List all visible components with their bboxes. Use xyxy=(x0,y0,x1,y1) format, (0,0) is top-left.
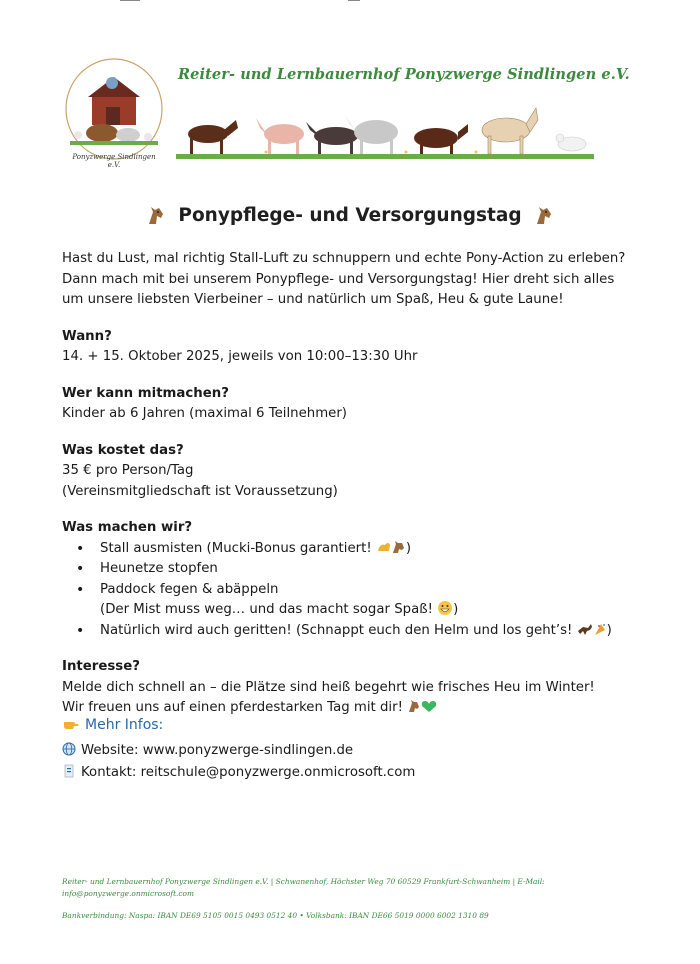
activities-list xyxy=(62,539,672,642)
intro-line: Hast du Lust, mal richtig Stall-Luft zu schnuppern und echte Pony-Action zu erleben? xyxy=(62,251,626,266)
pointing-hand-icon xyxy=(62,717,80,731)
list-item: • Natürlich wird auch geritten! (Schnappt euch den Helm und los geht’s! ) xyxy=(100,621,672,642)
website-row xyxy=(62,742,353,758)
footer-bank: Bankverbindung: Naspa: IBAN DE69 5105 0015 0493 0512 40 • Volksbank: IBAN DE66 5019 0000 6002 1310 89 xyxy=(62,911,489,920)
cost-heading: Was kostet das? xyxy=(62,442,184,458)
who-text: Kinder ab 6 Jahren (maximal 6 Teilnehmer) xyxy=(62,406,347,421)
racing-horse-icon xyxy=(577,621,607,637)
activities-heading: Was machen wir? xyxy=(62,520,193,535)
cost-price: 35 € pro Person/Tag xyxy=(62,463,194,478)
horse-head-icon xyxy=(145,204,167,226)
scan-mark xyxy=(120,0,140,1)
interest-heading: Interesse? xyxy=(62,659,140,674)
event-title-row xyxy=(0,204,700,226)
when-heading: Wann? xyxy=(62,328,112,344)
cost-note: (Vereinsmitgliedschaft ist Voraussetzung) xyxy=(62,483,338,499)
contact-text[interactable]: Kontakt: reitschule@ponyzwerge.onmicrosoft.com xyxy=(81,765,416,780)
horse-head-icon xyxy=(533,204,555,226)
organization-title: Reiter- und Lernbauernhof Ponyzwerge Sindlingen e.V. xyxy=(178,66,630,83)
contact-row xyxy=(62,764,415,780)
intro-line: um unsere liebsten Vierbeiner – und natürlich um Spaß, Heu & gute Laune! xyxy=(62,292,564,307)
green-heart-icon xyxy=(407,698,437,714)
email-icon xyxy=(62,764,76,778)
interest-text: Wir freuen uns auf einen pferdestarken Tag mit dir! xyxy=(62,698,672,719)
footer-address: Reiter- und Lernbauernhof Ponyzwerge Sindlingen e.V. | Schwanenhof, Höchster Weg 70 60529 Frankfurt-Schwanheim | E-Mail: info@ponyzwerge.onmicrosoft.com xyxy=(62,877,545,898)
list-item: • Stall ausmisten (Mucki-Bonus garantiert! ) xyxy=(100,539,672,560)
grinning-face-icon xyxy=(437,600,453,616)
intro-line: Dann mach mit bei unserem Ponypflege- und Versorgungstag! Hier dreht sich alles xyxy=(62,271,615,287)
more-info-heading: Mehr Infos: xyxy=(62,717,163,733)
club-logo xyxy=(62,55,166,167)
website-text[interactable]: Website: www.ponyzwerge-sindlingen.de xyxy=(81,743,354,758)
scan-mark xyxy=(348,0,360,1)
list-item-continuation: (Der Mist muss weg… und das macht sogar Spaß! ) xyxy=(100,602,459,617)
who-heading: Wer kann mitmachen? xyxy=(62,385,229,401)
flexed-biceps-icon xyxy=(376,539,406,555)
event-title: Ponypflege- und Versorgungstag xyxy=(178,204,522,226)
interest-text: Melde dich schnell an – die Plätze sind heiß begehrt wie frisches Heu im Winter! xyxy=(62,679,595,695)
globe-icon xyxy=(62,742,76,756)
list-item: • Heunetze stopfen xyxy=(100,559,672,580)
horse-banner-illustration xyxy=(176,100,594,166)
list-item: • Paddock fegen & abäppeln xyxy=(100,580,672,601)
when-text: 14. + 15. Oktober 2025, jeweils von 10:00–13:30 Uhr xyxy=(62,349,418,364)
flyer-body xyxy=(62,249,672,719)
logo-caption: Ponyzwerge Sindlingen e.V. xyxy=(72,153,156,169)
